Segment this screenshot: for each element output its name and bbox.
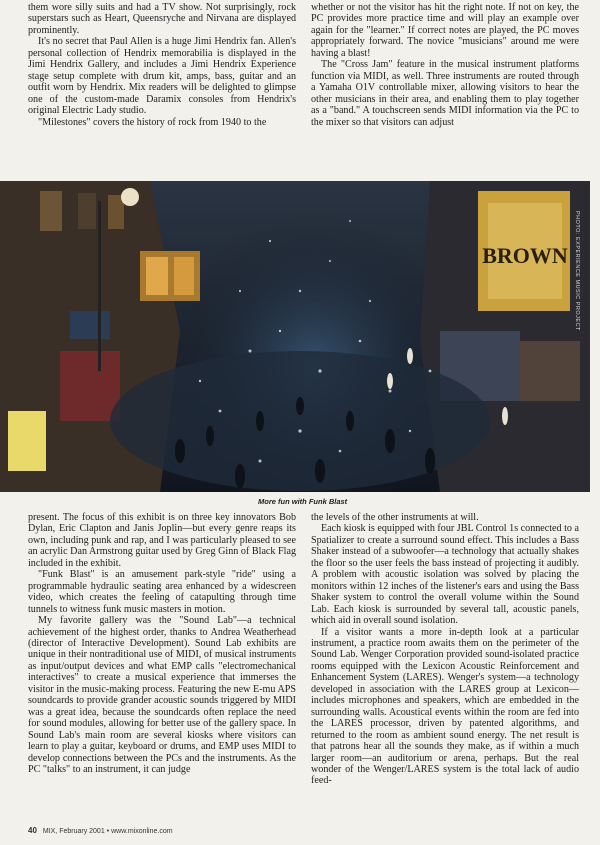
article-column-bottom-left bbox=[28, 512, 296, 775]
footer-separator: • bbox=[106, 828, 112, 835]
photo-credit: PHOTO: EXPERIENCE MUSIC PROJECT bbox=[574, 211, 580, 331]
paragraph: the levels of the other instruments at will. bbox=[311, 512, 479, 523]
page-footer bbox=[28, 826, 173, 835]
funk-blast-photo bbox=[0, 181, 590, 492]
paragraph: If a visitor wants a more in-depth look at a particular instrument, a practice room awaits them on the perimeter of the Sound Lab. Wenger Corporation provided sound-isolated practice rooms equipped with the Lexicon Acoustic Reinforcement and Enhancement System (LARES). Wenger's system—a technology developed in association with the LARES group at Lexicon—includes microphones and speakers, which are embedded in the surrounding walls. Acoustical events within the room are fed into the LARES processor, driven by patented algorithms, and returned to the room as ambient sound energy. The net result is that patrons hear all the sounds they make, as if within a much larger room—an auditorium or arena, perhaps. But the real wonder of the Wenger/LARES system is the total lack of audio feed- bbox=[311, 626, 579, 787]
paragraph: My favorite gallery was the "Sound Lab"—a technical achievement of the highest order, thanks to Andrea Weatherhead (director of Interactive Development). Sound Lab exhibits are unique in their nontraditional use of MIDI, of musical instruments as input/output devices and what EMP calls "electromechanical interactives" to create a musical experience that immerses the visitor in the music-making process. Featuring the new E-mu APS soundcards to provide grander acoustic sounds triggered by MIDI was a great idea, because the soundcards often replace the need for sound modules, allowing for better use of the gallery space. In Sound Lab's main room are several kiosks where visitors can learn to play a guitar, keyboard or drums, and EMP uses MIDI to develop connections between the PCs and the instruments. As the PC "talks" to an instrument, it can judge bbox=[28, 615, 296, 775]
paragraph: them wore silly suits and had a TV show. Not surprisingly, rock superstars such as Heart, Queensryche and Nirvana are displayed prominently. bbox=[28, 2, 296, 36]
article-column-top-left bbox=[28, 2, 296, 128]
paragraph: Each kiosk is equipped with four JBL Control 1s connected to a Spatializer to create a surround sound effect. This includes a Bass Shaker instead of a subwoofer—a technology that actually shakes the floor so the user feels the bass instead of projecting it audibly. A problem with acoustic isolation was solved by placing the monitors within 12 inches of the listener's ears and using the Bass Shaker system to control the overall volume within the Sound Lab. Each kiosk is surrounded by several tall, acoustic panels, which aid in overall sound isolation. bbox=[311, 523, 579, 627]
photo-caption: More fun with Funk Blast bbox=[258, 497, 348, 506]
article-column-bottom-right bbox=[311, 512, 579, 787]
paragraph: It's no secret that Paul Allen is a huge Jimi Hendrix fan. Allen's personal collection of Hendrix memorabilia is displayed in the Jimi Hendrix Gallery, and includes a Jimi Hendrix Experience stage setup complete with drum kit, amps, bass, guitar and an outfit worn by Hendrix. Mix readers will be delighted to glimpse one of the custom-made Daramix consoles from Hendrix's original Electric Lady studio. bbox=[28, 36, 296, 117]
site-url: www.mixonline.com bbox=[111, 828, 173, 835]
paragraph: present. The focus of this exhibit is on three key innovators Bob Dylan, Eric Clapton and Janis Joplin—but every genre reaps its own, including punk and rap, and I was particularly pleased to see an acrylic Dan Armstrong guitar used by Greg Ginn of Black Flag included in the exhibit. bbox=[28, 512, 296, 569]
page-number: 40 bbox=[28, 826, 37, 835]
paragraph: The "Cross Jam" feature in the musical instrument platforms function via MIDI, as well. Three instruments are routed through a Yamaha O1V controllable mixer, allowing visitors to hear the other musicians in their area, and enabling them to play together as a "band." A touchscreen sends MIDI information via the PC to the mixer so that visitors can adjust bbox=[311, 59, 579, 128]
paragraph: "Funk Blast" is an amusement park-style "ride" using a programmable hydraulic seating area enhanced by a widescreen video, which creates the feeling of catapulting through time tunnels to witness funk music masters in motion. bbox=[28, 569, 296, 615]
brown-sign: BROWN bbox=[482, 243, 568, 268]
issue-label: MIX, February 2001 bbox=[42, 828, 105, 835]
paragraph: whether or not the visitor has hit the right note. If not on key, the PC provides more practice time and will play an example over again for the "learner." If correct notes are played, the PC moves appropriately forward. The novice "musicians" around me were having a blast! bbox=[311, 2, 579, 59]
article-column-top-right bbox=[311, 2, 579, 128]
paragraph: "Milestones" covers the history of rock from 1940 to the bbox=[38, 116, 267, 128]
street-scene-illustration bbox=[0, 181, 590, 492]
